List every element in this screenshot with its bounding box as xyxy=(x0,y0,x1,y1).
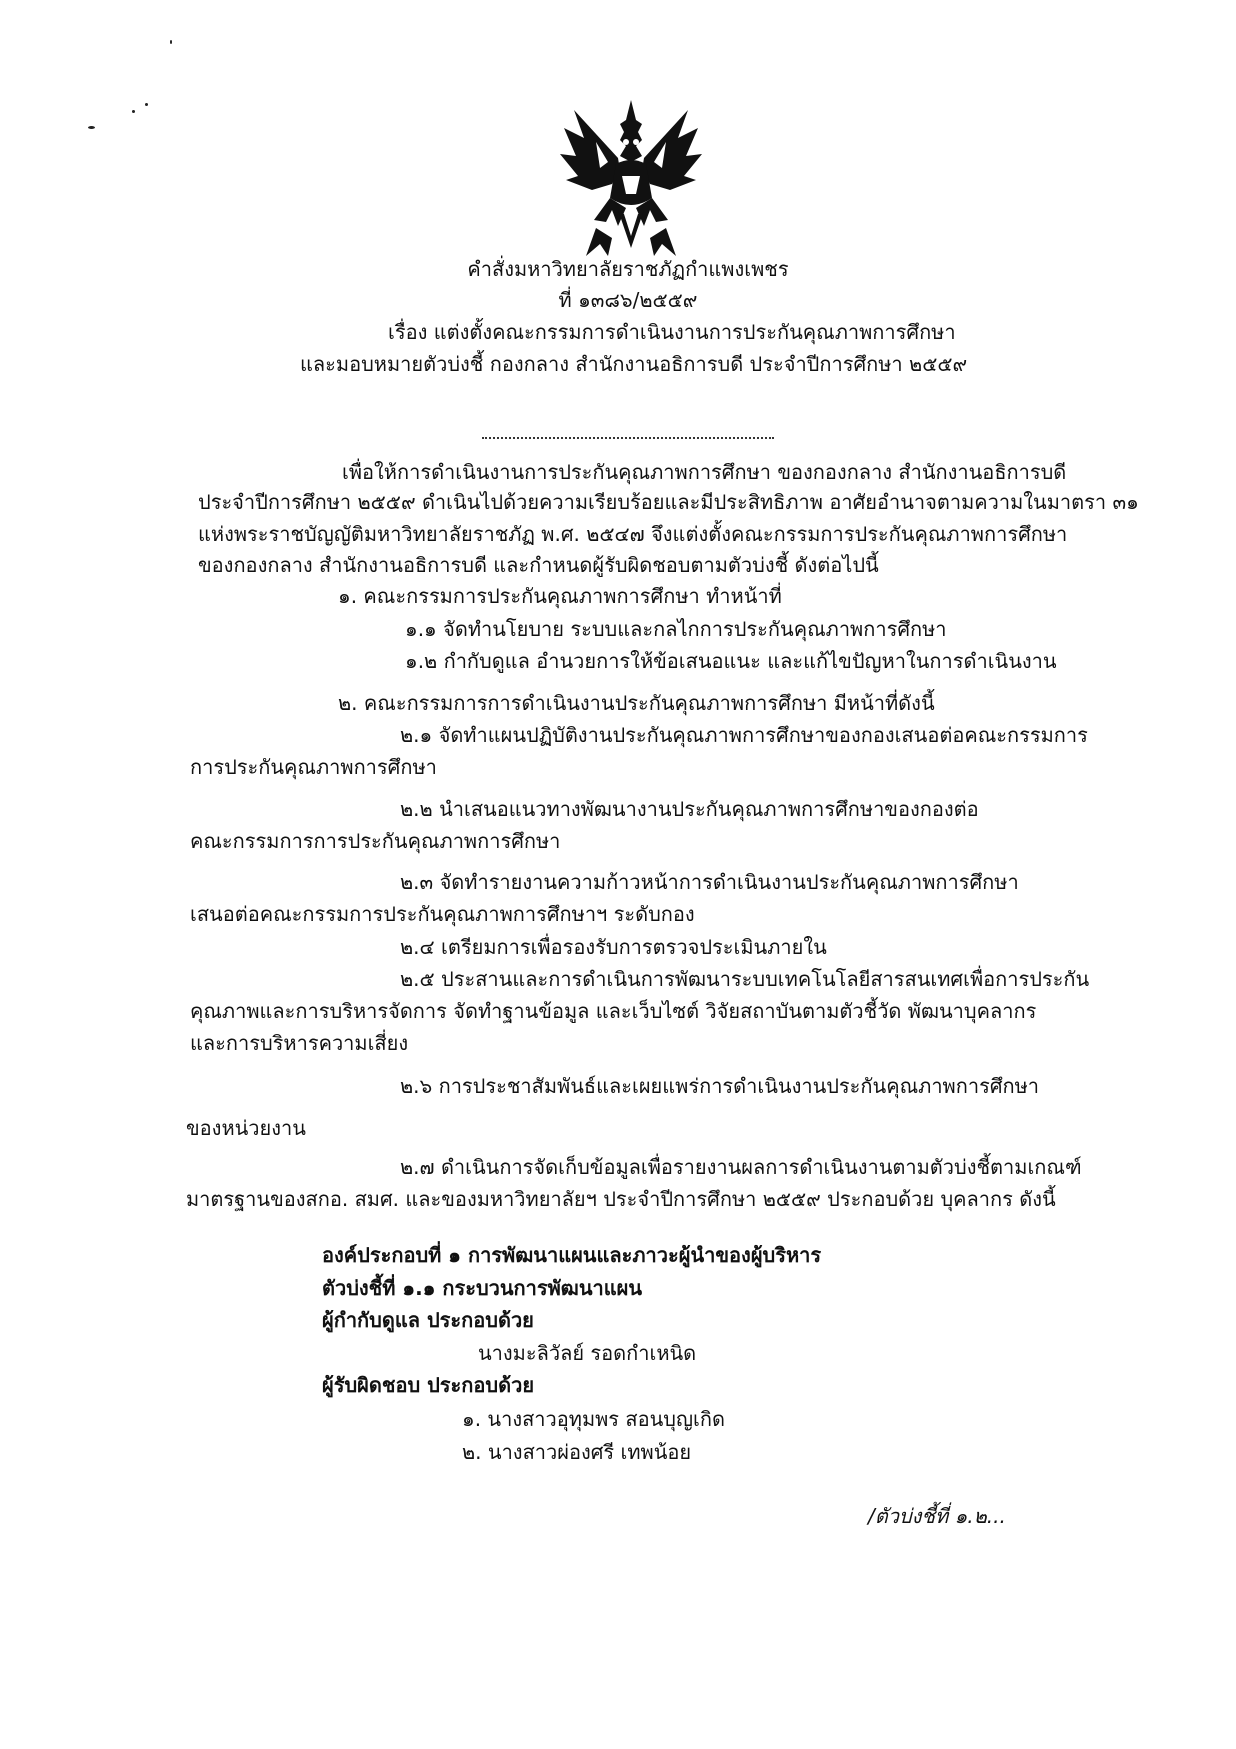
order-number: ที่ ๑๓๘๖/๒๕๕๙ xyxy=(558,288,698,312)
section-2-1-line-1: ๒.๑ จัดทำแผนปฏิบัติงานประกันคุณภาพการศึกษาของกองเสนอต่อคณะกรรมการ xyxy=(400,723,1088,747)
order-subject-line-2: และมอบหมายตัวบ่งชี้ กองกลาง สำนักงานอธิการบดี ประจำปีการศึกษา ๒๕๕๙ xyxy=(300,352,968,376)
section-2-6-line-1: ๒.๖ การประชาสัมพันธ์และเผยแพร่การดำเนินงานประกันคุณภาพการศึกษา xyxy=(400,1074,1040,1098)
section-2-heading: ๒. คณะกรรมการการดำเนินงานประกันคุณภาพการศึกษา มีหน้าที่ดังนี้ xyxy=(338,691,935,715)
section-2-3-line-2: เสนอต่อคณะกรรมการประกันคุณภาพการศึกษาฯ ระดับกอง xyxy=(190,902,695,926)
scan-speck xyxy=(88,126,95,129)
supervisor-name: นางมะลิวัลย์ รอดกำเหนิด xyxy=(478,1341,697,1365)
order-subject-line-1: เรื่อง แต่งตั้งคณะกรรมการดำเนินงานการประกันคุณภาพการศึกษา xyxy=(388,320,956,344)
section-1-2: ๑.๒ กำกับดูแล อำนวยการให้ข้อเสนอแนะ และแก้ไขปัญหาในการดำเนินงาน xyxy=(405,649,1057,673)
intro-line-1: เพื่อให้การดำเนินงานการประกันคุณภาพการศึกษา ของกองกลาง สำนักงานอธิการบดี xyxy=(342,460,1067,484)
section-2-7-line-2: มาตรฐานของสกอ. สมศ. และของมหาวิทยาลัยฯ ประจำปีการศึกษา ๒๕๕๙ ประกอบด้วย บุคลากร ดังนี้ xyxy=(186,1187,1056,1211)
section-2-2-line-2: คณะกรรมการการประกันคุณภาพการศึกษา xyxy=(190,829,561,853)
indicator-heading: ตัวบ่งชี้ที่ ๑.๑ กระบวนการพัฒนาแผน xyxy=(322,1276,643,1300)
responsible-person-1: ๑. นางสาวอุทุมพร สอนบุญเกิด xyxy=(462,1407,725,1431)
section-2-2-line-1: ๒.๒ นำเสนอแนวทางพัฒนางานประกันคุณภาพการศึกษาของกองต่อ xyxy=(400,797,979,821)
section-2-4: ๒.๔ เตรียมการเพื่อรองรับการตรวจประเมินภายใน xyxy=(400,935,827,959)
section-1-1: ๑.๑ จัดทำนโยบาย ระบบและกลไกการประกันคุณภาพการศึกษา xyxy=(405,617,947,641)
intro-line-3: แห่งพระราชบัญญัติมหาวิทยาลัยราชภัฏ พ.ศ. ๒๕๔๗ จึงแต่งตั้งคณะกรรมการประกันคุณภาพการศึกษา xyxy=(198,522,1068,546)
supervisor-label: ผู้กำกับดูแล ประกอบด้วย xyxy=(322,1308,534,1332)
responsible-label: ผู้รับผิดชอบ ประกอบด้วย xyxy=(322,1373,535,1397)
garuda-emblem-icon xyxy=(556,98,706,258)
intro-line-4: ของกองกลาง สำนักงานอธิการบดี และกำหนดผู้รับผิดชอบตามตัวบ่งชี้ ดังต่อไปนี้ xyxy=(198,553,879,577)
section-2-5-line-3: และการบริหารความเสี่ยง xyxy=(190,1031,409,1055)
section-2-1-line-2: การประกันคุณภาพการศึกษา xyxy=(190,755,437,779)
scan-speck xyxy=(132,110,135,113)
section-2-5-line-2: คุณภาพและการบริหารจัดการ จัดทำฐานข้อมูล และเว็บไซต์ วิจัยสถาบันตามตัวชี้วัด พัฒนาบุคลากร xyxy=(190,999,1037,1023)
intro-line-2: ประจำปีการศึกษา ๒๕๕๙ ดำเนินไปด้วยความเรียบร้อยและมีประสิทธิภาพ อาศัยอำนาจตามความในมาตรา ๓๑ xyxy=(198,490,1139,514)
responsible-person-2: ๒. นางสาวผ่องศรี เทพน้อย xyxy=(462,1440,692,1464)
scan-speck xyxy=(145,103,148,106)
scan-speck xyxy=(170,40,172,44)
section-2-7-line-1: ๒.๗ ดำเนินการจัดเก็บข้อมูลเพื่อรายงานผลการดำเนินงานตามตัวบ่งชี้ตามเกณฑ์ xyxy=(400,1155,1082,1179)
order-title: คำสั่งมหาวิทยาลัยราชภัฏกำแพงเพชร xyxy=(467,257,789,281)
component-heading: องค์ประกอบที่ ๑ การพัฒนาแผนและภาวะผู้นำของผู้บริหาร xyxy=(322,1243,822,1267)
section-1-heading: ๑. คณะกรรมการประกันคุณภาพการศึกษา ทำหน้าที่ xyxy=(338,584,782,608)
continued-marker: /ตัวบ่งชี้ที่ ๑.๒... xyxy=(868,1504,1006,1528)
section-2-3-line-1: ๒.๓ จัดทำรายงานความก้าวหน้าการดำเนินงานประกันคุณภาพการศึกษา xyxy=(400,870,1019,894)
section-2-5-line-1: ๒.๕ ประสานและการดำเนินการพัฒนาระบบเทคโนโลยีสารสนเทศเพื่อการประกัน xyxy=(400,967,1090,991)
section-2-6-line-2: ของหน่วยงาน xyxy=(186,1116,306,1140)
separator-dotted-line xyxy=(482,437,774,439)
